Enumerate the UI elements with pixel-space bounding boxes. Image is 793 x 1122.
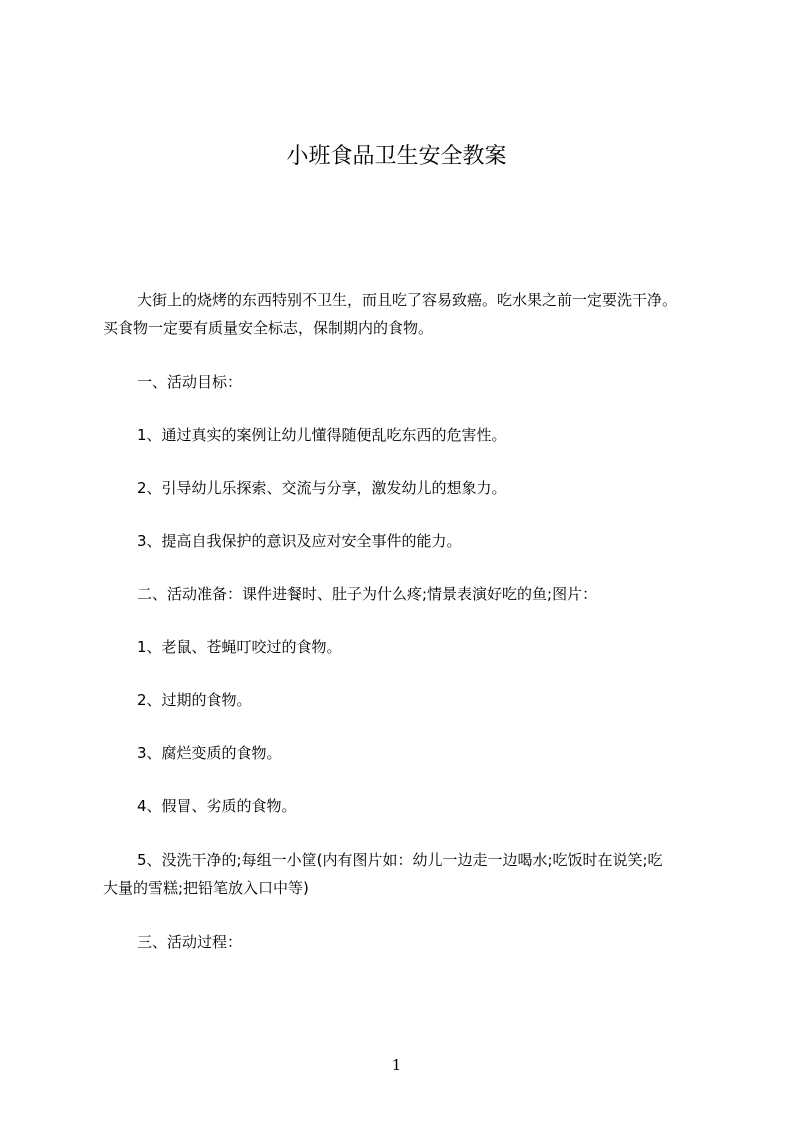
goal-item-1: 1、通过真实的案例让幼儿懂得随便乱吃东西的危害性。 — [137, 426, 507, 444]
document-title: 小班食品卫生安全教案 — [286, 144, 507, 169]
prep-item-2: 2、过期的食物。 — [137, 691, 252, 709]
section-heading-preparation: 二、活动准备：课件进餐时、肚子为什么疼;情景表演好吃的鱼;图片： — [137, 585, 598, 603]
section-heading-process: 三、活动过程： — [137, 933, 243, 951]
prep-item-5-line-1: 5、没洗干净的;每组一小筐(内有图片如：幼儿一边走一边喝水;吃饭时在说笑;吃 — [137, 851, 663, 869]
prep-item-5-line-2: 大量的雪糕;把铅笔放入口中等) — [103, 879, 309, 897]
prep-item-1: 1、老鼠、苍蝇叮咬过的食物。 — [137, 638, 342, 656]
section-heading-goals: 一、活动目标： — [137, 373, 243, 391]
prep-item-3: 3、腐烂变质的食物。 — [137, 744, 282, 762]
goal-item-2: 2、引导幼儿乐探索、交流与分享，激发幼儿的想象力。 — [137, 479, 507, 497]
page-number: 1 — [391, 1056, 402, 1074]
prep-item-4: 4、假冒、劣质的食物。 — [137, 797, 297, 815]
intro-paragraph-line-1: 大街上的烧烤的东西特别不卫生，而且吃了容易致癌。吃水果之前一定要洗干净。 — [137, 291, 678, 309]
goal-item-3: 3、提高自我保护的意识及应对安全事件的能力。 — [137, 532, 462, 550]
intro-paragraph-line-2: 买食物一定要有质量安全标志，保制期内的食物。 — [103, 319, 434, 337]
